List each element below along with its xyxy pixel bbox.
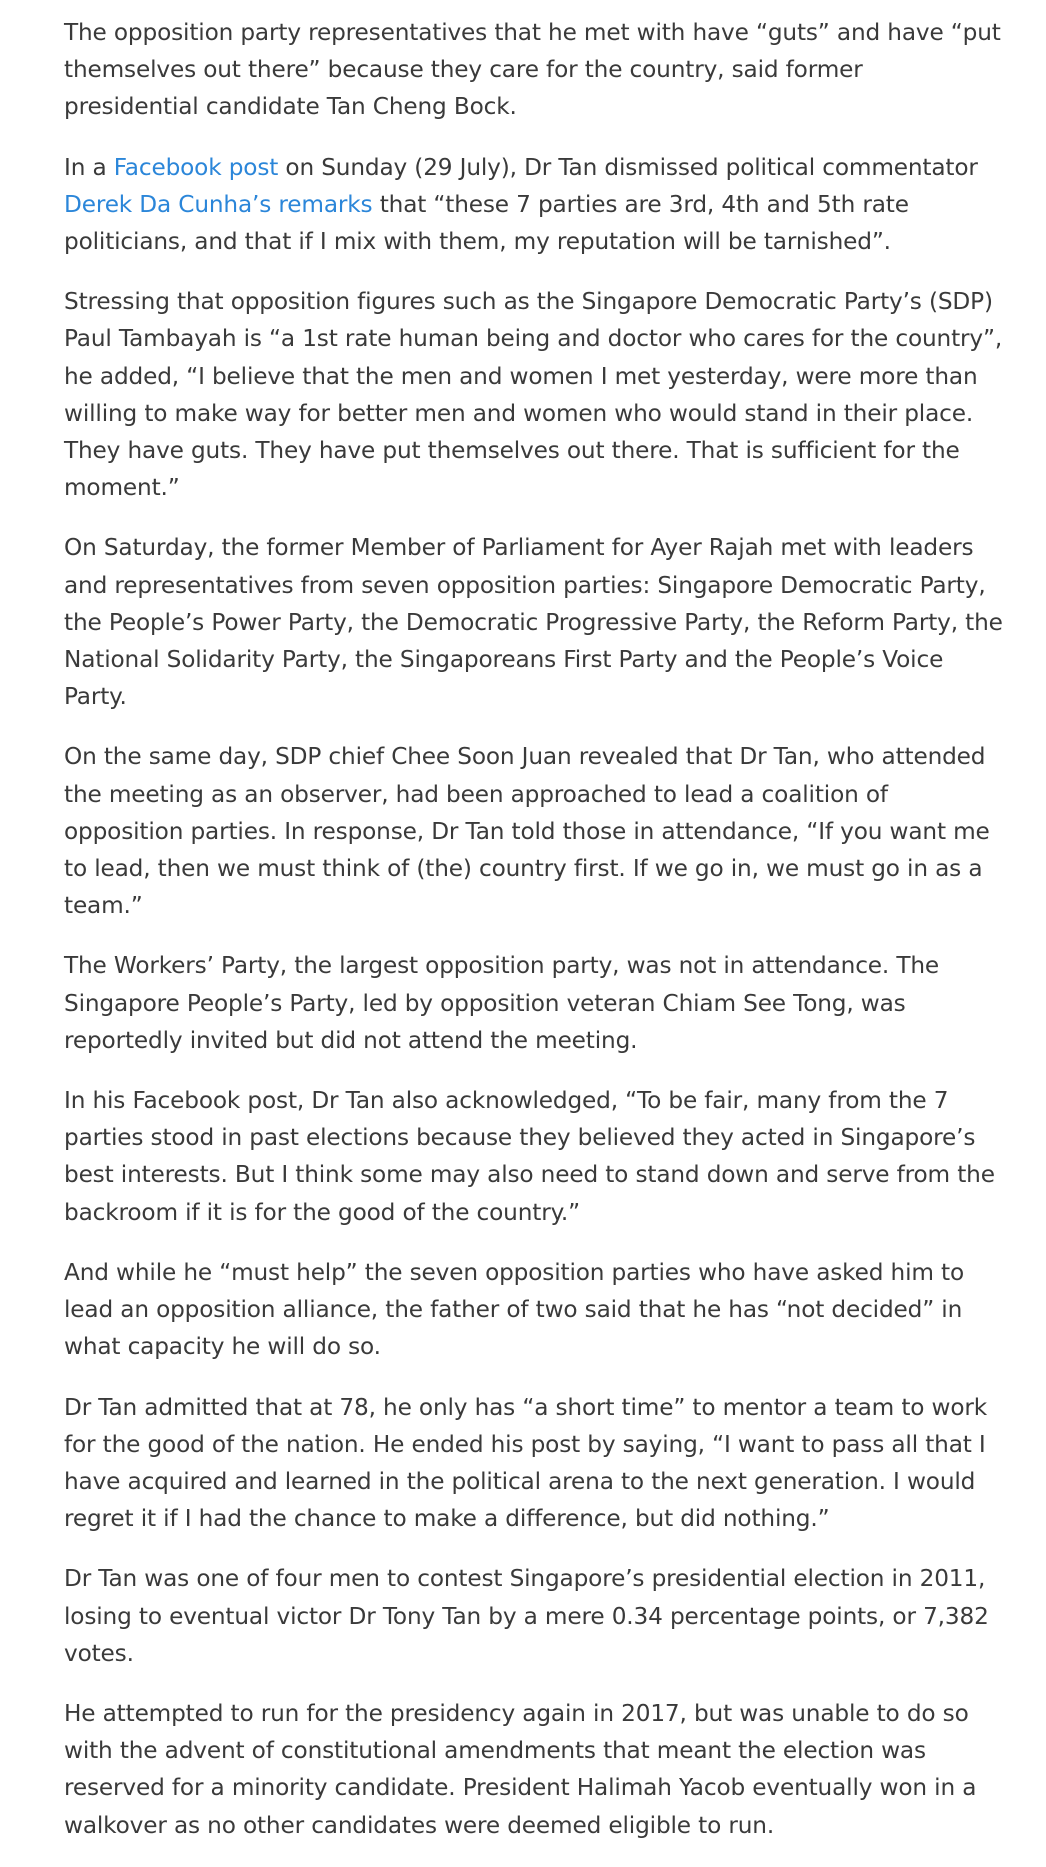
article-body [64,14,1004,1867]
paragraph-4: On Saturday, the former Member of Parliament for Ayer Rajah met with leaders and representatives from seven opposition parties: Singapore Democratic Party, the People’s Power Party, the Democratic Progressive Party, the Reform Party, the National Solidarity Party, the Singaporeans First Party and the People’s Voice Party. [64,534,1003,711]
paragraph-11: He attempted to run for the presidency again in 2017, but was unable to do so with the advent of constitutional amendments that meant the election was reserved for a minority candidate. President Halimah Yacob eventually won in a walkover as no other candidates were deemed eligible to run. [64,1699,977,1839]
facebook-post-link[interactable]: Facebook post [113,153,279,181]
paragraph-8: And while he “must help” the seven opposition parties who have asked him to lead an opposition alliance, the father of two said that he has “not decided” in what capacity he will do so. [64,1258,965,1361]
paragraph-2-text-2: on Sunday (29 July), Dr Tan dismissed political commentator [278,153,978,181]
paragraph-1: The opposition party representatives that he met with have “guts” and have “put themselves out there” because they care for the country, said former presidential candidate Tan Cheng Bock. [64,19,1001,121]
paragraph-2 [64,149,1004,261]
paragraph-3: Stressing that opposition figures such as the Singapore Democratic Party’s (SDP) Paul Tambayah is “a 1st rate human being and doctor who cares for the country”, he added, “I believe that the men and women I met yesterday, were more than willing to make way for better men and women who would stand in their place. They have guts. They have put themselves out there. That is sufficient for the moment.” [64,288,1003,502]
paragraph-5: On the same day, SDP chief Chee Soon Juan revealed that Dr Tan, who attended the meeting as an observer, had been approached to lead a coalition of opposition parties. In response, Dr Tan told those in attendance, “If you want me to lead, then we must think of (the) country first. If we go in, we must go in as a team.” [64,743,990,920]
paragraph-2-text-3: that “these 7 parties are 3rd, 4th and 5th rate politicians, and that if I mix with them, my reputation will be tarnished”. [64,190,909,256]
paragraph-7: In his Facebook post, Dr Tan also acknowledged, “To be fair, many from the 7 parties stood in past elections because they believed they acted in Singapore’s best interests. But I think some may also need to stand down and serve from the backroom if it is for the good of the country.” [64,1087,995,1226]
paragraph-6: The Workers’ Party, the largest opposition party, was not in attendance. The Singapore People’s Party, led by opposition veteran Chiam See Tong, was reportedly invited but did not attend the meeting. [64,952,940,1054]
paragraph-9: Dr Tan admitted that at 78, he only has “a short time” to mentor a team to work for the good of the nation. He ended his post by saying, “I want to pass all that I have acquired and learned in the political arena to the next generation. I would regret it if I had the chance to make a difference, but did nothing.” [64,1393,988,1533]
paragraph-10: Dr Tan was one of four men to contest Singapore’s presidential election in 2011, losing to eventual victor Dr Tony Tan by a mere 0.34 percentage points, or 7,382 votes. [64,1565,989,1667]
paragraph-2-text-1: In a [64,153,114,181]
derek-da-cunha-remarks-link[interactable]: Derek Da Cunha’s remarks [64,190,373,218]
